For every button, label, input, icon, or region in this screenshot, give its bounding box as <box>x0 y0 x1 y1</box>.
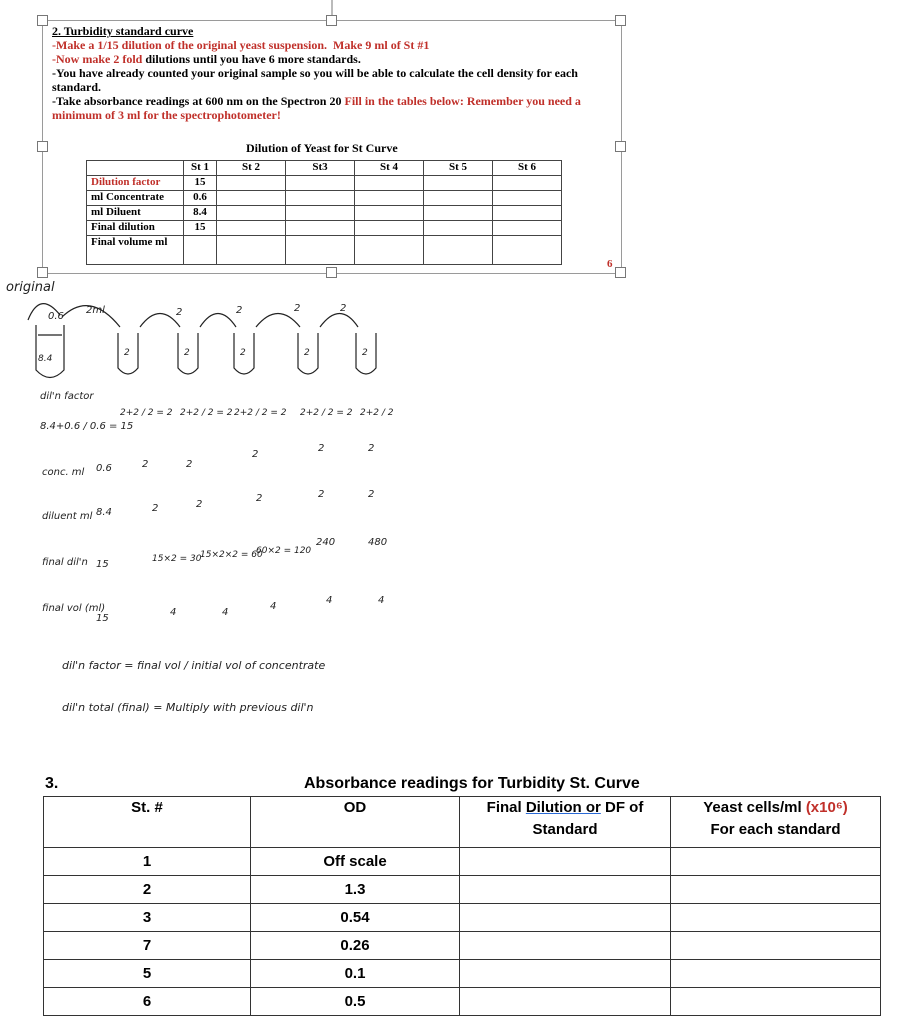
yeast-cells-cell[interactable] <box>671 960 881 988</box>
od-cell[interactable]: 1.3 <box>251 876 460 904</box>
hw-arrow-label: 2 <box>340 303 347 314</box>
header-st6: St 6 <box>493 161 562 176</box>
absorbance-table <box>43 796 881 1016</box>
header-final-dilution-u: Dilution or <box>525 799 601 816</box>
row-label: Dilution factor <box>87 176 184 191</box>
hw-tube-label: 2 <box>184 348 190 358</box>
hw-diluent-value: 2 <box>196 499 203 510</box>
hw-conc-value: 2 <box>142 459 149 470</box>
hw-dil-factor: 2+2 / 2 = 2 <box>234 408 287 418</box>
resize-handle[interactable] <box>615 141 626 152</box>
table-cell[interactable] <box>493 221 562 236</box>
section-3-number: 3. <box>45 775 59 792</box>
hw-arrow-label: 2 <box>294 303 301 314</box>
table-cell[interactable] <box>424 191 493 206</box>
hw-arrow-label: 2 <box>236 305 243 316</box>
st-number-cell: 6 <box>44 988 251 1016</box>
table-cell[interactable] <box>184 236 217 265</box>
section-2-text <box>52 24 622 122</box>
table-cell[interactable]: 15 <box>184 176 217 191</box>
header-final-dilution-b: DF of <box>605 799 644 816</box>
st-number-cell: 7 <box>44 932 251 960</box>
od-cell[interactable]: 0.26 <box>251 932 460 960</box>
header-yeast-a: Yeast cells/ml <box>703 799 802 816</box>
test-tubes <box>28 304 376 378</box>
yeast-cells-cell[interactable] <box>671 932 881 960</box>
header-st-number: St. # <box>44 797 251 848</box>
table-cell[interactable] <box>217 206 286 221</box>
table-cell[interactable] <box>217 176 286 191</box>
table-row <box>44 904 881 932</box>
hw-final-vol-value: 15 <box>96 613 109 624</box>
hw-diluent-label: diluent ml <box>42 511 93 522</box>
hw-conc-value: 0.6 <box>96 463 112 474</box>
table-cell[interactable] <box>493 236 562 265</box>
table-row <box>44 932 881 960</box>
hw-tube-label: 2 <box>124 348 130 358</box>
table-row <box>87 191 562 206</box>
hw-diluent-value: 2 <box>318 489 325 500</box>
table-cell[interactable] <box>424 176 493 191</box>
yeast-cells-cell[interactable] <box>671 848 881 876</box>
table-cell[interactable] <box>286 191 355 206</box>
hw-diluent-value: 2 <box>256 493 263 504</box>
header-od: OD <box>251 797 460 848</box>
final-dilution-cell[interactable] <box>460 876 671 904</box>
hw-dil-factor: 2+2 / 2 = 2 <box>120 408 173 418</box>
hw-final-dil-value: 240 <box>316 537 336 548</box>
header-yeast-red: (x10⁶) <box>805 799 848 816</box>
dilution-table-title: Dilution of Yeast for St Curve <box>246 141 398 155</box>
hw-final-dil-value: 15 <box>96 559 109 570</box>
yeast-cells-cell[interactable] <box>671 988 881 1016</box>
header-yeast-cells <box>671 797 881 848</box>
table-cell[interactable] <box>286 206 355 221</box>
final-dilution-cell[interactable] <box>460 988 671 1016</box>
instruction-1b: Make 9 ml of St #1 <box>333 38 430 52</box>
table-cell[interactable] <box>493 176 562 191</box>
table-cell[interactable] <box>217 191 286 206</box>
od-cell[interactable]: 0.1 <box>251 960 460 988</box>
hw-final-vol-value: 4 <box>170 607 177 618</box>
dilution-table <box>86 160 562 265</box>
table-row <box>87 221 562 236</box>
header-final-dilution-a: Final <box>486 799 522 816</box>
table-cell[interactable] <box>355 206 424 221</box>
hw-dil-factor-label: dil'n factor <box>40 391 94 402</box>
table-cell <box>87 161 184 176</box>
od-cell[interactable]: 0.54 <box>251 904 460 932</box>
hw-dil-factor-first: 8.4+0.6 / 0.6 = 15 <box>40 421 134 432</box>
hw-dil-factor: 2+2 / 2 = 2 <box>180 408 233 418</box>
table-row <box>44 960 881 988</box>
st-number-cell: 5 <box>44 960 251 988</box>
header-st5: St 5 <box>424 161 493 176</box>
hw-conc-value: 2 <box>318 443 325 454</box>
hw-conc-value: 2 <box>368 443 375 454</box>
hw-formula-2: dil'n total (final) = Multiply with previous dil'n <box>62 701 314 714</box>
hw-final-dil-value: 480 <box>368 537 388 548</box>
table-row <box>44 876 881 904</box>
table-cell[interactable] <box>493 191 562 206</box>
hw-tube-label: 2 <box>304 348 310 358</box>
instruction-2: dilutions until you have 6 more standards. <box>145 52 361 66</box>
table-cell[interactable] <box>424 206 493 221</box>
hw-final-dil-value: 15×2 = 30 <box>152 554 202 564</box>
yeast-cells-cell[interactable] <box>671 876 881 904</box>
st-number-cell: 3 <box>44 904 251 932</box>
header-st1: St 1 <box>184 161 217 176</box>
hw-final-dil-label: final dil'n <box>42 557 88 568</box>
yeast-cells-cell[interactable] <box>671 904 881 932</box>
hw-formula-1: dil'n factor = final vol / initial vol of concentrate <box>62 659 326 672</box>
final-dilution-cell[interactable] <box>460 848 671 876</box>
hw-conc-label: conc. ml <box>42 467 85 478</box>
table-cell[interactable] <box>493 206 562 221</box>
table-cell[interactable] <box>424 236 493 265</box>
hw-final-vol-value: 4 <box>326 595 333 606</box>
table-row <box>87 176 562 191</box>
table-cell[interactable] <box>217 236 286 265</box>
table-cell[interactable] <box>217 221 286 236</box>
rotate-handle[interactable] <box>326 0 338 16</box>
hw-arrow-label: 0.6 <box>48 311 64 322</box>
page-marker: 6 <box>607 258 613 270</box>
table-row <box>44 848 881 876</box>
table-cell[interactable] <box>355 176 424 191</box>
hw-arrow-label: 2 <box>176 307 183 318</box>
od-cell[interactable]: 0.5 <box>251 988 460 1016</box>
table-cell[interactable]: 8.4 <box>184 206 217 221</box>
hw-tube-label: 8.4 <box>38 354 53 364</box>
section-2-title: 2. Turbidity standard curve <box>52 24 194 38</box>
hw-final-vol-value: 4 <box>222 607 229 618</box>
header-final-dilution <box>460 797 671 848</box>
absorbance-table-title: Absorbance readings for Turbidity St. Curve <box>304 775 640 792</box>
hw-original: original <box>6 280 55 295</box>
table-cell[interactable] <box>355 221 424 236</box>
hw-dil-factor: 2+2 / 2 <box>360 408 394 418</box>
st-number-cell: 2 <box>44 876 251 904</box>
instruction-4-red: Fill in the tables below: Remember you need a minimum of 3 ml for the spectrophotometer! <box>52 94 581 122</box>
hw-tube-label: 2 <box>362 348 368 358</box>
resize-handle[interactable] <box>615 267 626 278</box>
hw-diluent-value: 2 <box>152 503 159 514</box>
header-st2: St 2 <box>217 161 286 176</box>
table-row <box>44 988 881 1016</box>
final-dilution-cell[interactable] <box>460 904 671 932</box>
table-cell[interactable]: 0.6 <box>184 191 217 206</box>
hw-final-dil-value: 60×2 = 120 <box>256 546 312 556</box>
hw-diluent-value: 8.4 <box>96 507 112 518</box>
hw-final-vol-value: 4 <box>270 601 277 612</box>
table-header-row <box>44 797 881 848</box>
hw-arrow-label: 2ml <box>86 305 105 316</box>
table-row <box>87 236 562 265</box>
st-number-cell: 1 <box>44 848 251 876</box>
final-dilution-cell[interactable] <box>460 932 671 960</box>
header-st3: St3 <box>286 161 355 176</box>
hw-conc-value: 2 <box>252 449 259 460</box>
table-cell[interactable] <box>286 176 355 191</box>
hw-final-vol-label: final vol (ml) <box>42 603 106 614</box>
table-cell[interactable] <box>286 221 355 236</box>
instruction-1: -Make a 1/15 dilution of the original yeast suspension. <box>52 38 328 52</box>
row-label: Final volume ml <box>87 236 184 265</box>
table-cell[interactable] <box>286 236 355 265</box>
table-cell[interactable]: 15 <box>184 221 217 236</box>
od-cell[interactable]: Off scale <box>251 848 460 876</box>
row-label: Final dilution <box>87 221 184 236</box>
header-st4: St 4 <box>355 161 424 176</box>
resize-handle[interactable] <box>37 141 48 152</box>
instruction-3: -You have already counted your original sample so you will be able to calculate the cell density for each standard. <box>52 66 578 94</box>
hw-diluent-value: 2 <box>368 489 375 500</box>
table-cell[interactable] <box>355 236 424 265</box>
header-final-dilution-c: Standard <box>532 821 598 838</box>
table-row <box>87 206 562 221</box>
row-label: ml Diluent <box>87 206 184 221</box>
instruction-4: -Take absorbance readings at 600 nm on the Spectron 20 <box>52 94 342 108</box>
final-dilution-cell[interactable] <box>460 960 671 988</box>
table-header-row <box>87 161 562 176</box>
hw-final-vol-value: 4 <box>378 595 385 606</box>
row-label: ml Concentrate <box>87 191 184 206</box>
hw-final-dil-value: 15×2×2 = 60 <box>200 550 263 560</box>
header-yeast-b: For each standard <box>710 821 841 838</box>
handwritten-notes <box>0 275 470 750</box>
hw-tube-label: 2 <box>240 348 246 358</box>
hw-conc-value: 2 <box>186 459 193 470</box>
resize-handle[interactable] <box>37 15 48 26</box>
instruction-2-red: -Now make 2 fold <box>52 52 143 66</box>
hw-dil-factor: 2+2 / 2 = 2 <box>300 408 353 418</box>
table-cell[interactable] <box>355 191 424 206</box>
table-cell[interactable] <box>424 221 493 236</box>
